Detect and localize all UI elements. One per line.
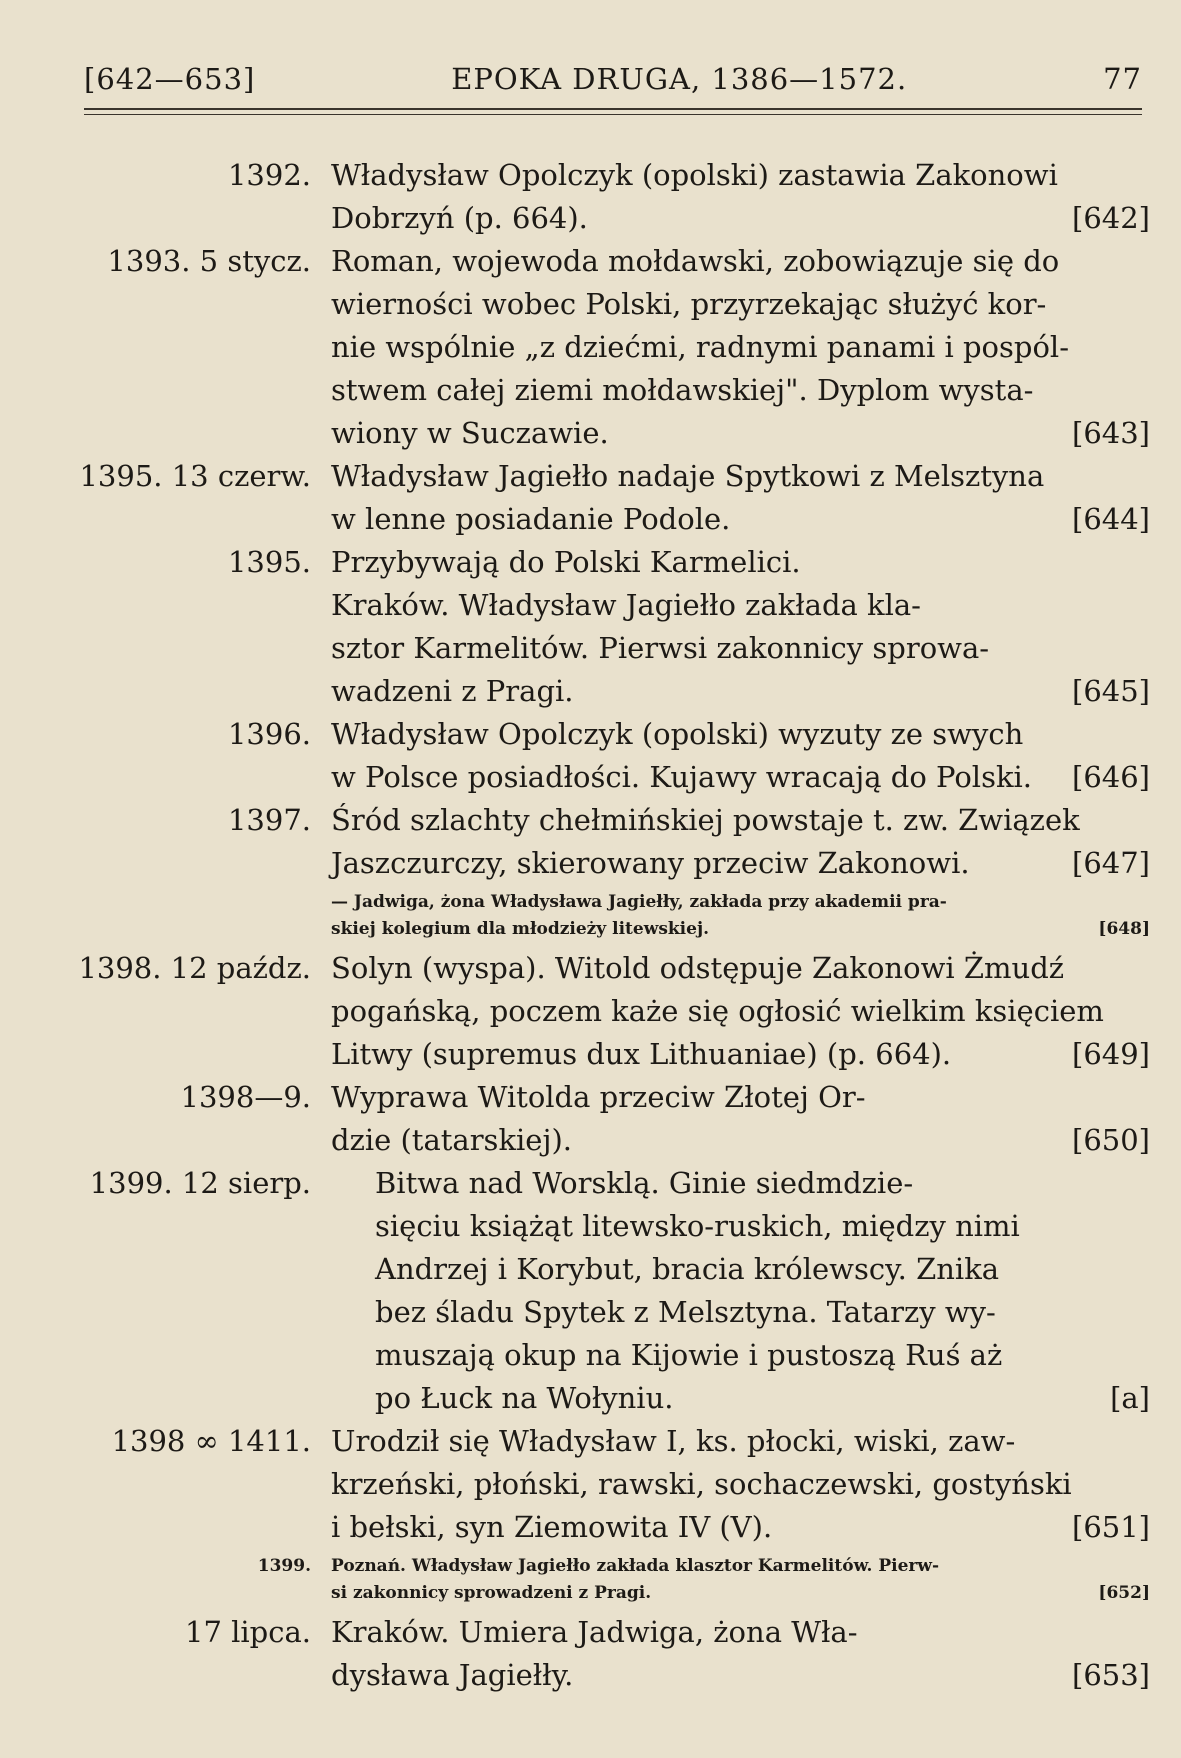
entry-line-text: Bitwa nad Worsklą. Ginie siedmdzie- — [375, 1166, 914, 1200]
entry-text — [331, 1611, 1150, 1697]
entry-line — [331, 889, 1150, 916]
entry-line-text: Wyprawa Witolda przeciw Złotej Or- — [331, 1080, 866, 1114]
entry-date: 1398 ∞ 1411. — [111, 1424, 311, 1458]
entry-line — [331, 541, 1150, 584]
entry-line — [331, 1611, 1150, 1654]
chronology-entry — [60, 541, 1150, 713]
entry-line-text: Władysław Opolczyk (opolski) zastawia Zakonowi — [331, 158, 1058, 192]
entry-reference: [642] — [1072, 201, 1150, 235]
entry-line — [375, 1334, 1150, 1377]
entry-date: 17 lipca. — [185, 1615, 311, 1649]
entry-reference: [647] — [1072, 846, 1150, 880]
header-rule — [84, 108, 1142, 110]
entry-line — [331, 756, 1150, 799]
entry-reference: [653] — [1072, 1658, 1150, 1692]
entry-text — [331, 455, 1150, 541]
chronology-entry — [60, 1162, 1150, 1420]
entry-line-text: w lenne posiadanie Podole. — [331, 502, 731, 536]
entry-text — [331, 947, 1150, 1076]
chronology-entry — [60, 947, 1150, 1076]
entry-line-text: Urodził się Władysław I, ks. płocki, wiski, zaw- — [331, 1424, 1016, 1458]
entry-date: 1399. 12 sierp. — [89, 1166, 311, 1200]
chronology-entry — [60, 1076, 1150, 1162]
entry-line — [375, 1162, 1150, 1205]
entry-line — [331, 154, 1150, 197]
chronology-entry — [60, 240, 1150, 455]
entry-text — [331, 1553, 1150, 1607]
entry-line — [331, 713, 1150, 756]
chronology-entry — [60, 455, 1150, 541]
entry-line-text: nie wspólnie „z dziećmi, radnymi panami i pospól- — [331, 330, 1069, 364]
entry-line — [375, 1248, 1150, 1291]
entry-reference: [652] — [1098, 1583, 1150, 1603]
chronology-entry — [60, 154, 1150, 240]
entry-date: 1395. 13 czerw. — [79, 459, 311, 493]
entry-line — [331, 455, 1150, 498]
entry-line-text: stwem całej ziemi mołdawskiej". Dyplom wysta- — [331, 373, 1034, 407]
entry-line — [331, 670, 1150, 713]
entry-line-text: Roman, wojewoda mołdawski, zobowiązuje się do — [331, 244, 1060, 278]
entry-line-text: Kraków. Władysław Jagiełło zakłada kla- — [331, 588, 921, 622]
entry-line — [331, 369, 1150, 412]
entry-date: 1396. — [227, 717, 311, 751]
entry-line — [331, 1033, 1150, 1076]
entry-line-text: sztor Karmelitów. Pierwsi zakonnicy sprowa- — [331, 631, 990, 665]
entry-line — [331, 1506, 1150, 1549]
entry-line-text: krzeński, płoński, rawski, sochaczewski, gostyński — [331, 1467, 1072, 1501]
entry-reference: [646] — [1072, 760, 1150, 794]
entry-line-text: Przybywają do Polski Karmelici. — [331, 545, 801, 579]
entry-line-text: i bełski, syn Ziemowita IV (V). — [331, 1510, 773, 1544]
entry-date — [60, 889, 331, 943]
entry-line — [331, 1119, 1150, 1162]
entry-line-text: pogańską, poczem każe się ogłosić wielkim księciem — [331, 994, 1104, 1028]
entry-text — [331, 799, 1150, 885]
entry-date: 1397. — [227, 803, 311, 837]
entry-line-text: dysława Jagiełły. — [331, 1658, 574, 1692]
chronology-entry — [60, 1553, 1150, 1607]
header-rule-thin — [84, 114, 1142, 115]
entry-line-text: wadzeni z Pragi. — [331, 674, 574, 708]
entry-line — [331, 990, 1150, 1033]
entry-line-text: Andrzej i Korybut, bracia królewscy. Znika — [375, 1252, 1000, 1286]
entry-reference: [644] — [1072, 502, 1150, 536]
entry-line — [375, 1205, 1150, 1248]
chronology-list — [60, 154, 1150, 1697]
entry-reference: [645] — [1072, 674, 1150, 708]
entry-line — [331, 1076, 1150, 1119]
entry-line-text: wiony w Suczawie. — [331, 416, 609, 450]
entry-text — [331, 541, 1150, 713]
entry-text — [331, 240, 1150, 455]
entry-line-text: Władysław Opolczyk (opolski) wyzuty ze swych — [331, 717, 1024, 751]
entry-line — [375, 1377, 1150, 1420]
entry-text — [331, 889, 1150, 943]
entry-line-text: Władysław Jagiełło nadaje Spytkowi z Melsztyna — [331, 459, 1045, 493]
entry-line-text: skiej kolegium dla młodzieży litewskiej. — [331, 919, 710, 939]
entry-line-text: bez śladu Spytek z Melsztyna. Tatarzy wy- — [375, 1295, 996, 1329]
page-number: 77 — [1103, 62, 1142, 96]
entry-line — [331, 1420, 1150, 1463]
entry-line — [331, 1463, 1150, 1506]
entry-line-text: — Jadwiga, żona Władysława Jagiełły, zakłada przy akademii pra- — [331, 892, 947, 912]
entry-date: 1395. — [227, 545, 311, 579]
entry-reference: [648] — [1098, 919, 1150, 939]
header-range: [642—653] — [84, 62, 256, 96]
entry-line — [331, 627, 1150, 670]
entry-line-text: Litwy (supremus dux Lithuaniae) (p. 664). — [331, 1037, 952, 1071]
header-title: EPOKA DRUGA, 1386—1572. — [451, 62, 908, 96]
entry-line — [331, 326, 1150, 369]
entry-date: 1399. — [257, 1556, 311, 1576]
entry-line-text: si zakonnicy sprowadzeni z Pragi. — [331, 1583, 652, 1603]
entry-line-text: Jaszczurczy, skierowany przeciw Zakonowi. — [331, 846, 970, 880]
chronology-entry — [60, 889, 1150, 943]
entry-line — [331, 498, 1150, 541]
entry-text — [331, 1162, 1150, 1420]
entry-reference: [651] — [1072, 1510, 1150, 1544]
entry-line-text: w Polsce posiadłości. Kujawy wracają do Polski. — [331, 760, 1033, 794]
entry-date: 1393. 5 stycz. — [107, 244, 311, 278]
entry-line — [375, 1291, 1150, 1334]
entry-date: 1392. — [227, 158, 311, 192]
chronology-entry — [60, 1611, 1150, 1697]
entry-line — [331, 947, 1150, 990]
entry-line-text: dzie (tatarskiej). — [331, 1123, 572, 1157]
chronology-entry — [60, 713, 1150, 799]
entry-reference: [643] — [1072, 416, 1150, 450]
entry-text — [331, 1076, 1150, 1162]
entry-text — [331, 154, 1150, 240]
entry-line-text: Kraków. Umiera Jadwiga, żona Wła- — [331, 1615, 858, 1649]
running-header — [84, 62, 1142, 102]
entry-reference: [650] — [1072, 1123, 1150, 1157]
entry-line — [331, 240, 1150, 283]
entry-reference: [649] — [1072, 1037, 1150, 1071]
entry-line — [331, 799, 1150, 842]
entry-date: 1398—9. — [180, 1080, 311, 1114]
entry-line-text: po Łuck na Wołyniu. — [375, 1381, 674, 1415]
entry-line — [331, 1654, 1150, 1697]
entry-date: 1398. 12 paźdz. — [78, 951, 311, 985]
entry-line — [331, 916, 1150, 943]
entry-line — [331, 584, 1150, 627]
entry-text — [331, 1420, 1150, 1549]
entry-line-text: wierności wobec Polski, przyrzekając służyć kor- — [331, 287, 1047, 321]
entry-line-text: Śród szlachty chełmińskiej powstaje t. zw. Związek — [331, 803, 1080, 837]
chronology-entry — [60, 1420, 1150, 1549]
entry-line — [331, 283, 1150, 326]
entry-line-text: Dobrzyń (p. 664). — [331, 201, 588, 235]
entry-line — [331, 1553, 1150, 1580]
entry-line — [331, 1580, 1150, 1607]
entry-line-text: sięciu książąt litewsko-ruskich, między nimi — [375, 1209, 1020, 1243]
entry-line — [331, 197, 1150, 240]
entry-text — [331, 713, 1150, 799]
entry-reference: [a] — [1110, 1381, 1150, 1415]
chronology-entry — [60, 799, 1150, 885]
entry-line-text: muszają okup na Kijowie i pustoszą Ruś aż — [375, 1338, 1003, 1372]
entry-line — [331, 842, 1150, 885]
entry-line — [331, 412, 1150, 455]
entry-line-text: Poznań. Władysław Jagiełło zakłada klasztor Karmelitów. Pierw- — [331, 1556, 940, 1576]
entry-line-text: Solyn (wyspa). Witold odstępuje Zakonowi Żmudź — [331, 951, 1065, 985]
